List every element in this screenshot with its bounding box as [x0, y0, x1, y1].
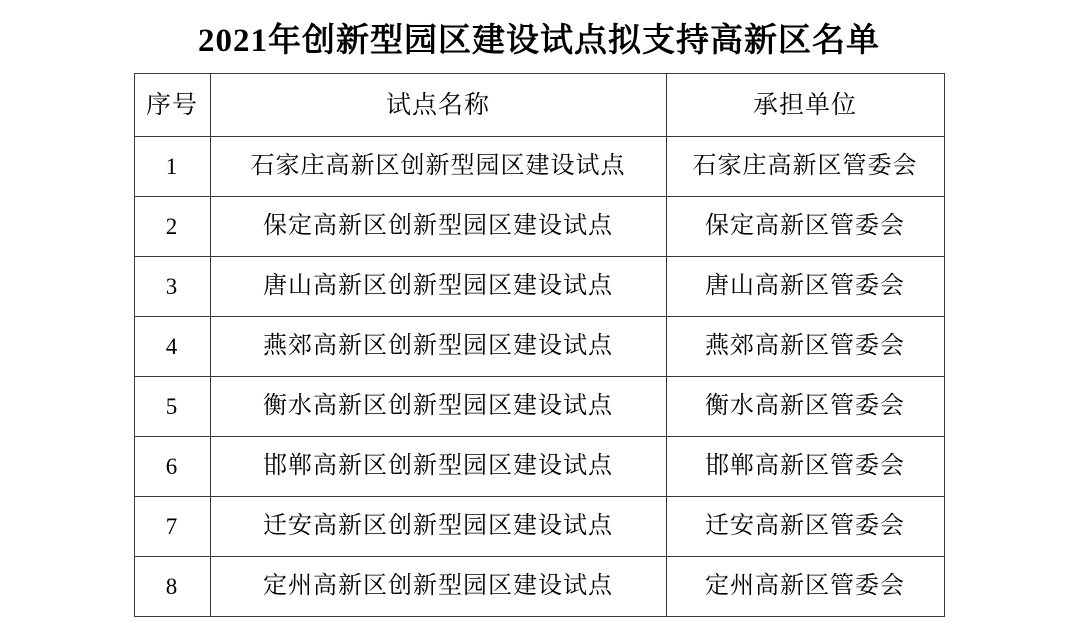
column-header-name — [210, 74, 666, 137]
row-name-cell — [210, 437, 666, 497]
table-row — [134, 197, 944, 257]
column-header-unit-label: 承担单位 — [752, 91, 857, 119]
row-name-cell — [210, 257, 666, 317]
table-row — [134, 257, 944, 317]
row-name-cell — [210, 197, 666, 257]
row-unit-cell — [666, 377, 944, 437]
pilot-park-list-table — [134, 73, 945, 617]
row-unit-value: 保定高新区管委会 — [705, 213, 905, 240]
table-row — [134, 137, 944, 197]
row-index-cell — [134, 497, 210, 557]
row-index-cell — [134, 557, 210, 617]
row-index-cell — [134, 197, 210, 257]
table-header-row — [134, 74, 944, 137]
row-index-value: 8 — [165, 573, 179, 599]
row-unit-cell — [666, 437, 944, 497]
row-name-cell — [210, 317, 666, 377]
row-index-cell — [134, 317, 210, 377]
row-index-value: 4 — [165, 333, 179, 359]
row-unit-value: 石家庄高新区管委会 — [692, 153, 918, 180]
column-header-index-label: 序号 — [145, 91, 198, 119]
table-row — [134, 497, 944, 557]
row-name-value: 定州高新区创新型园区建设试点 — [263, 573, 613, 600]
row-name-value: 衡水高新区创新型园区建设试点 — [263, 393, 613, 420]
table-row — [134, 437, 944, 497]
table-row — [134, 557, 944, 617]
row-index-value: 2 — [165, 213, 179, 239]
row-unit-cell — [666, 137, 944, 197]
row-index-value: 6 — [165, 453, 179, 479]
column-header-name-label: 试点名称 — [385, 91, 490, 119]
column-header-unit — [666, 74, 944, 137]
row-name-value: 迁安高新区创新型园区建设试点 — [263, 513, 613, 540]
row-index-cell — [134, 257, 210, 317]
row-index-value: 7 — [165, 513, 179, 539]
page-title: 2021年创新型园区建设试点拟支持高新区名单 — [198, 23, 880, 59]
column-header-index — [134, 74, 210, 137]
row-index-cell — [134, 437, 210, 497]
row-unit-cell — [666, 197, 944, 257]
row-index-cell — [134, 377, 210, 437]
row-unit-cell — [666, 317, 944, 377]
row-name-value: 邯郸高新区创新型园区建设试点 — [263, 453, 613, 480]
row-unit-value: 定州高新区管委会 — [705, 573, 905, 600]
row-unit-value: 唐山高新区管委会 — [705, 273, 905, 300]
row-name-cell — [210, 137, 666, 197]
row-unit-cell — [666, 557, 944, 617]
row-name-cell — [210, 377, 666, 437]
row-name-value: 石家庄高新区创新型园区建设试点 — [250, 153, 626, 180]
row-index-value: 1 — [165, 153, 179, 179]
row-unit-cell — [666, 257, 944, 317]
row-name-value: 燕郊高新区创新型园区建设试点 — [263, 333, 613, 360]
row-unit-value: 燕郊高新区管委会 — [705, 333, 905, 360]
row-name-value: 保定高新区创新型园区建设试点 — [263, 213, 613, 240]
table-row — [134, 377, 944, 437]
row-name-cell — [210, 557, 666, 617]
row-unit-value: 衡水高新区管委会 — [705, 393, 905, 420]
row-unit-value: 邯郸高新区管委会 — [705, 453, 905, 480]
row-index-value: 5 — [165, 393, 179, 419]
row-index-cell — [134, 137, 210, 197]
row-name-value: 唐山高新区创新型园区建设试点 — [263, 273, 613, 300]
table-header — [134, 74, 944, 137]
row-unit-value: 迁安高新区管委会 — [705, 513, 905, 540]
row-unit-cell — [666, 497, 944, 557]
table-row — [134, 317, 944, 377]
row-name-cell — [210, 497, 666, 557]
row-index-value: 3 — [165, 273, 179, 299]
table-body — [134, 137, 944, 617]
